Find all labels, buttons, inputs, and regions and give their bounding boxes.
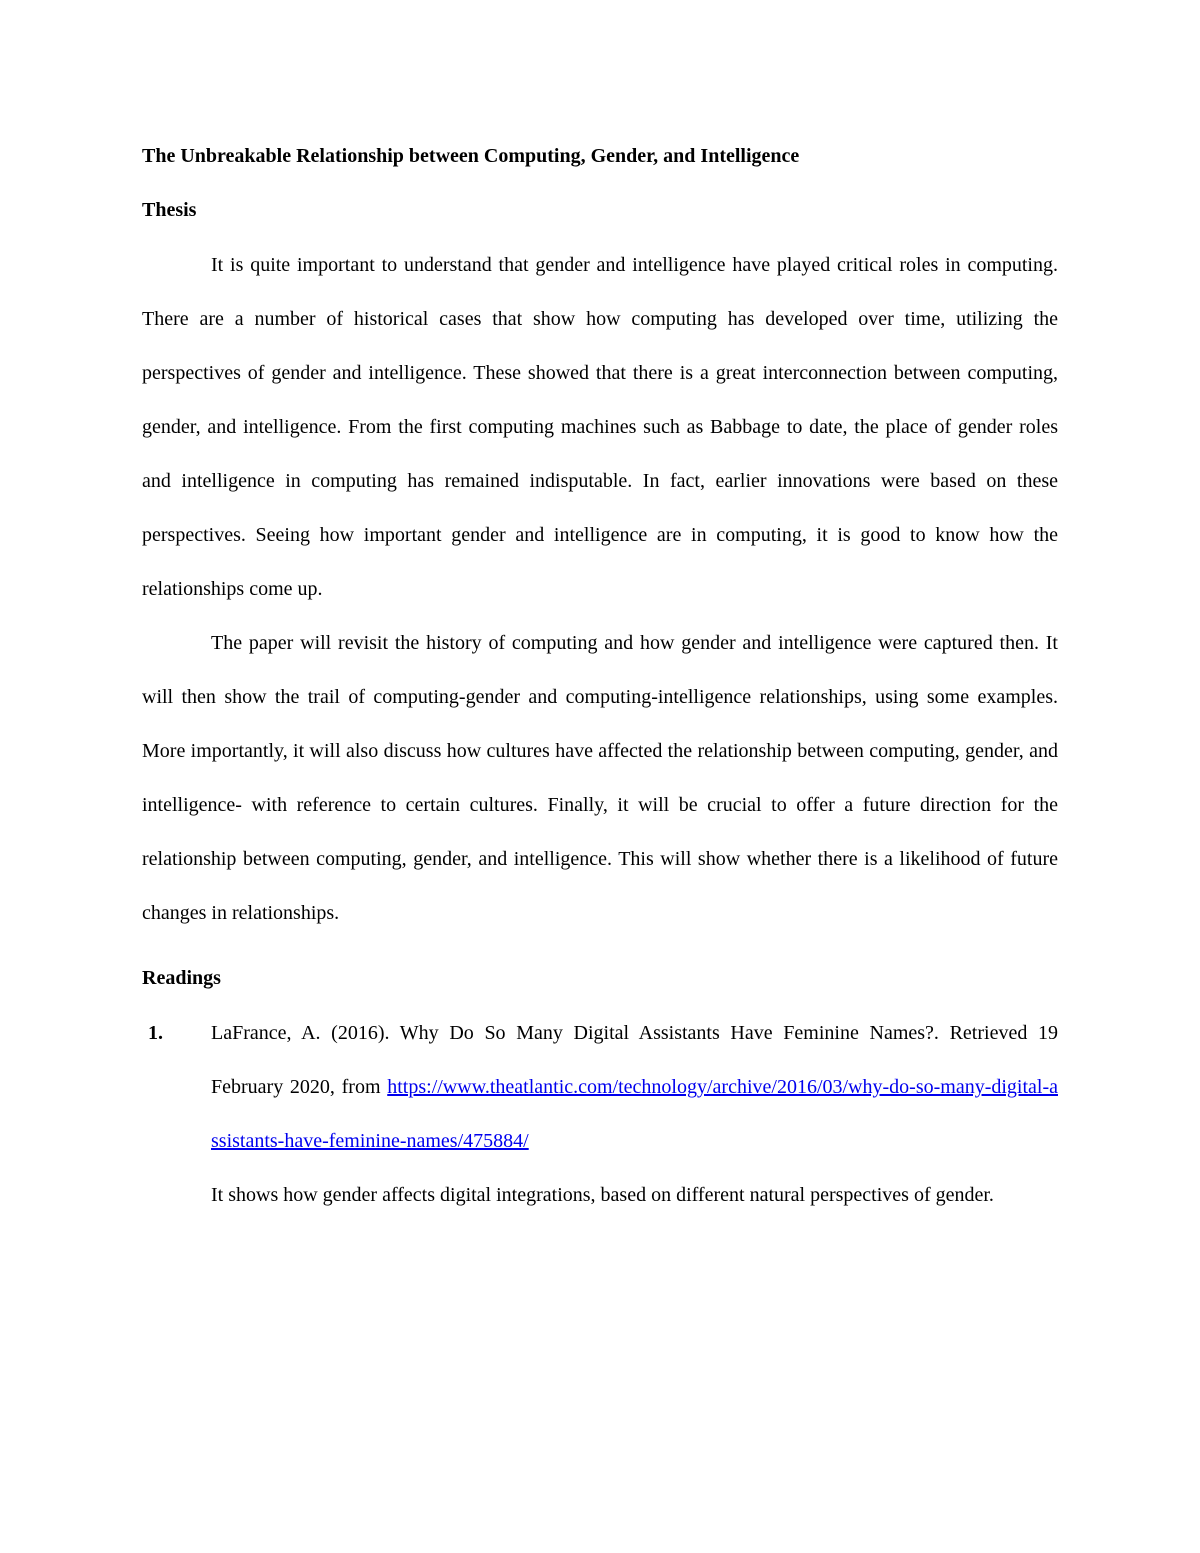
thesis-paragraph-2: The paper will revisit the history of computing and how gender and intelligence were captured then. It will then show the trail of computing-gender and computing-intelligence relationships, using some examples. More importantly, it will also discuss how cultures have affected the relationship between computing, gender, and intelligence- with reference to certain cultures. Finally, it will be crucial to offer a future direction for the relationship between computing, gender, and intelligence. This will show whether there is a likelihood of future changes in relationships. [142,632,1058,924]
document-page [142,140,1058,1222]
reading-citation: LaFrance, A. (2016). Why Do So Many Digital Assistants Have Feminine Names?. Retrieved 19 February 2020, from [211,1022,1058,1098]
reading-number: 1. [148,1022,163,1044]
thesis-heading: Thesis [142,199,197,221]
reading-link[interactable]: https://www.theatlantic.com/technology/archive/2016/03/why-do-so-many-digital-assistants-have-feminine-names/475884/ [211,1076,1058,1152]
document-title: The Unbreakable Relationship between Computing, Gender, and Intelligence [142,145,800,167]
reading-item [142,1006,1058,1168]
thesis-paragraph-1: It is quite important to understand that gender and intelligence have played critical roles in computing. There are a number of historical cases that show how computing has developed over time, utilizing the perspectives of gender and intelligence. These showed that there is a great interconnection between computing, gender, and intelligence. From the first computing machines such as Babbage to date, the place of gender roles and intelligence in computing has remained indisputable. In fact, earlier innovations were based on these perspectives. Seeing how important gender and intelligence are in computing, it is good to know how the relationships come up. [142,254,1058,600]
readings-list [142,1006,1058,1168]
readings-heading: Readings [142,967,221,989]
reading-note: It shows how gender affects digital integrations, based on different natural perspectives of gender. [211,1184,994,1206]
